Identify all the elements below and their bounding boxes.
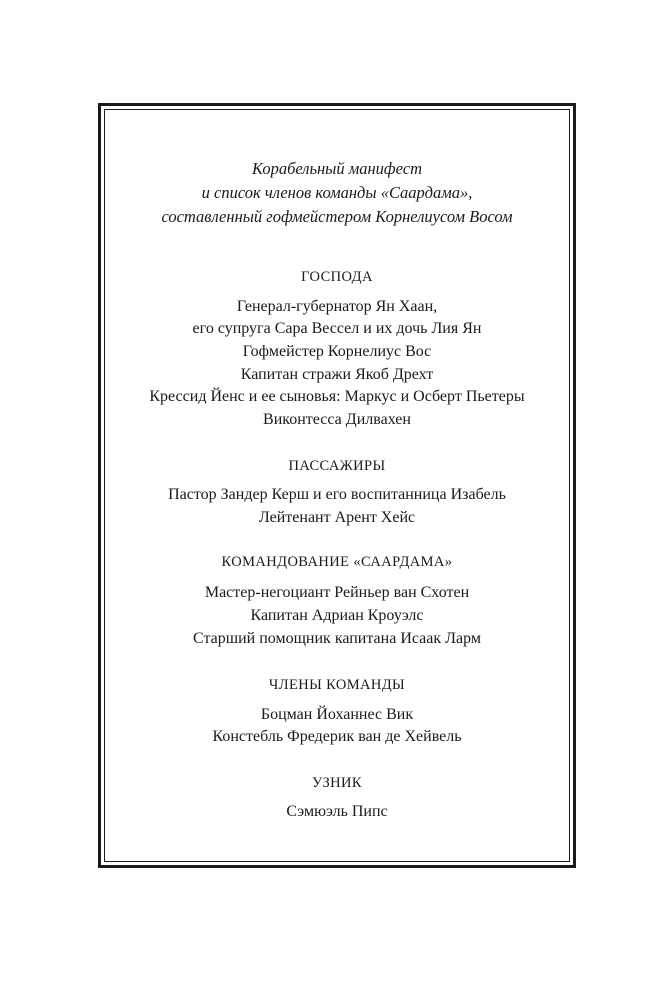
intro-line-3: составленный гофмейстером Корнелиусом Восом xyxy=(161,207,513,226)
entry-line: Старший помощник капитана Исаак Ларм xyxy=(193,630,481,647)
section-title-gentlemen: ГОСПОДА xyxy=(301,269,373,285)
entry-line: Констебль Фредерик ван де Хейвель xyxy=(212,728,462,745)
entry-line: Пастор Зандер Керш и его воспитанница Изабель xyxy=(168,486,506,503)
intro-line-1: Корабельный манифест xyxy=(251,159,422,178)
section-title-crew: ЧЛЕНЫ КОМАНДЫ xyxy=(268,677,406,693)
entry-line: Виконтесса Дилвахен xyxy=(263,411,411,428)
manifest-intro xyxy=(104,157,570,229)
entry-line: Капитан Адриан Кроуэлс xyxy=(250,607,424,624)
entry-line: Крессид Йенс и ее сыновья: Маркус и Осберт Пьетеры xyxy=(149,388,525,405)
section-title-passengers: ПАССАЖИРЫ xyxy=(288,458,386,474)
entry-line: Лейтенант Арент Хейс xyxy=(258,509,416,526)
entry-line: Мастер-негоциант Рейньер ван Схотен xyxy=(204,584,470,601)
entry-line: Генерал-губернатор Ян Хаан, xyxy=(236,298,438,315)
entry-line: Капитан стражи Якоб Дрехт xyxy=(240,366,434,383)
entry-line: Гофмейстер Корнелиус Вос xyxy=(242,343,432,360)
section-title-prisoner: УЗНИК xyxy=(312,775,362,791)
entry-line: Сэмюэль Пипс xyxy=(286,803,388,820)
manifest-page xyxy=(104,109,570,862)
entry-line: Боцман Йоханнес Вик xyxy=(260,706,414,723)
section-title-command: КОМАНДОВАНИЕ «СААРДАМА» xyxy=(221,554,453,570)
intro-line-2: и список членов команды «Саардама», xyxy=(201,183,473,202)
entry-line: его супруга Сара Вессел и их дочь Лия Ян xyxy=(192,320,482,337)
